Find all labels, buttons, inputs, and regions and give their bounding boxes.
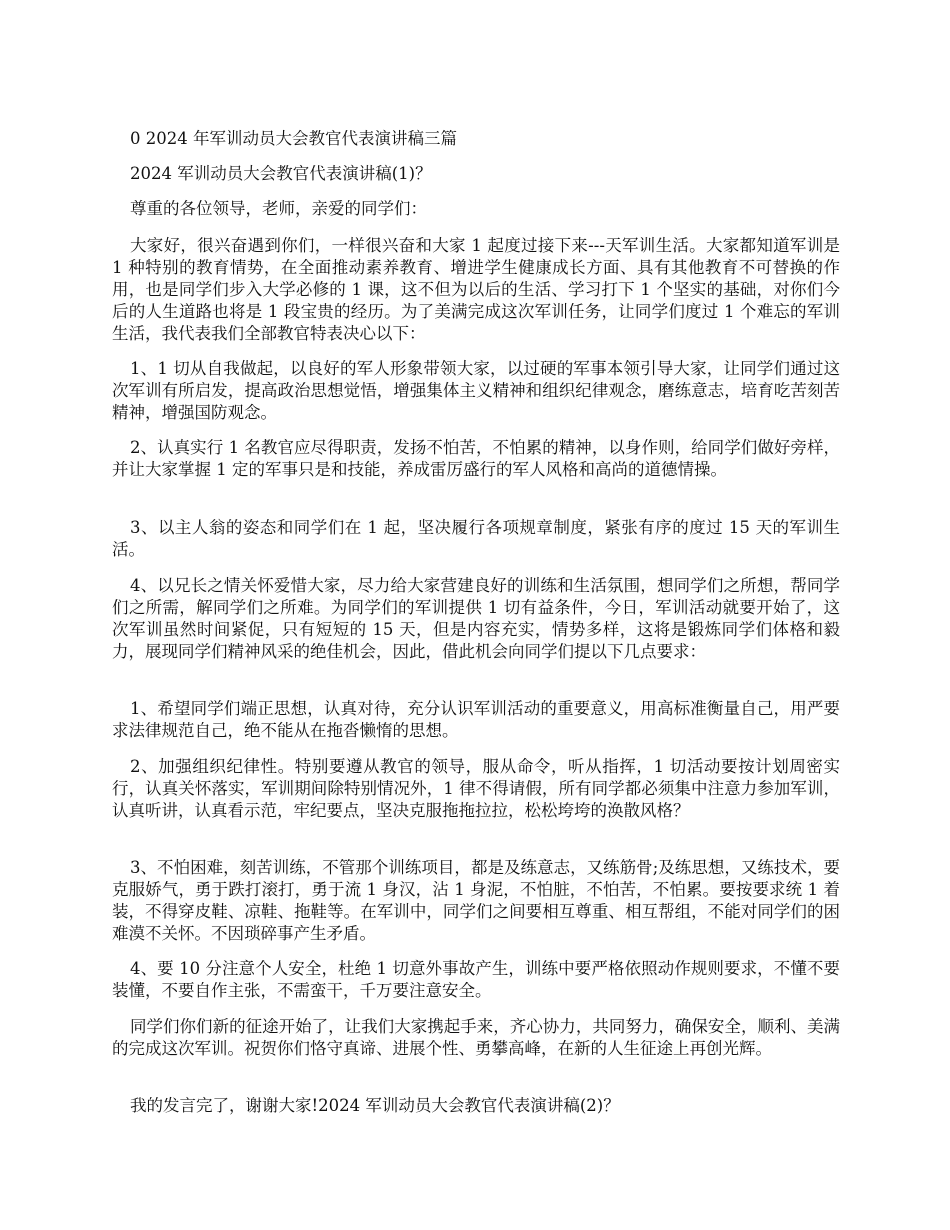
document-subtitle: 2024 军训动员大会教官代表演讲稿(1)？ [130, 164, 432, 183]
paragraph-requirement-1: 1、希望同学们端正思想，认真对待，充分认识军训活动的重要意义，用高标准衡量自己，用严要求法律规范自己，绝不能从在拖沓懒惰的思想。 [112, 699, 840, 740]
paragraph-requirement-2: 2、加强组织纪律性。特别要遵从教官的领导，服从命令，听从指挥，1 切活动要按计划周密实行，认真关怀落实，军训期间除特别情况外，1 律不得请假，所有同学都必须集中注意力参加军训，认真听讲，认真看示范，牢纪要点，坚决克服拖拖拉拉，松松垮垮的涣散风格？ [112, 757, 840, 820]
paragraph-final: 我的发言完了，谢谢大家!2024 军训动员大会教官代表演讲稿(2)？ [130, 1096, 620, 1115]
paragraph-closing: 同学们你们新的征途开始了，让我们大家携起手来，齐心协力，共同努力，确保安全，顺利、美满的完成这次军训。祝贺你们恪守真谛、进展个性、勇攀高峰，在新的人生征途上再创光辉。 [112, 1017, 840, 1058]
paragraph-requirement-3: 3、不怕困难，刻苦训练，不管那个训练项目，都是及练意志，又练筋骨;及练思想，又练技术，要克服娇气，勇于跌打滚打，勇于流 1 身汉，沾 1 身泥，不怕脏，不怕苦，不怕累。要按要求统 1 着装，不得穿皮鞋、凉鞋、拖鞋等。在军训中，同学们之间要相互尊重、相互帮组，不能对同学们的困难漠不关怀。不因琐碎事产生矛盾。 [112, 858, 840, 943]
paragraph-pledge-1: 1、1 切从自我做起，以良好的军人形象带领大家，以过硬的军事本领引导大家，让同学们通过这次军训有所启发，提高政治思想觉悟，增强集体主义精神和组织纪律观念，磨练意志，培育吃苦刻苦精神，增强国防观念。 [112, 359, 840, 422]
paragraph-pledge-4: 4、以兄长之情关怀爱惜大家，尽力给大家营建良好的训练和生活氛围，想同学们之所想，帮同学们之所需，解同学们之所难。为同学们的军训提供 1 切有益条件，今日，军训活动就要开始了，这次军训虽然时间紧促，只有短短的 15 天，但是内容充实，情势多样，这将是锻炼同学们体格和毅力，展现同学们精神风采的绝佳机会，因此，借此机会向同学们提以下几点要求： [112, 576, 840, 661]
paragraph-requirement-4: 4、要 10 分注意个人安全，杜绝 1 切意外事故产生，训练中要严格依照动作规则要求，不懂不要装懂，不要自作主张，不需蛮干，千万要注意安全。 [112, 959, 840, 1000]
paragraph-pledge-2: 2、认真实行 1 名教官应尽得职责，发扬不怕苦，不怕累的精神，以身作则，给同学们做好旁样，并让大家掌握 1 定的军事只是和技能，养成雷厉盛行的军人风格和高尚的道德情操。 [112, 438, 840, 479]
paragraph-greeting: 尊重的各位领导，老师，亲爱的同学们： [130, 199, 427, 218]
document-title: 0 2024 年军训动员大会教官代表演讲稿三篇 [130, 129, 457, 148]
paragraph-pledge-3: 3、以主人翁的姿态和同学们在 1 起，坚决履行各项规章制度，紧张有序的度过 15 天的军训生活。 [112, 518, 840, 559]
paragraph-intro: 大家好，很兴奋遇到你们，一样很兴奋和大家 1 起度过接下来---天军训生活。大家都知道军训是 1 种特别的教育情势，在全面推动素养教育、增进学生健康成长方面、具有其他教育不可替换的作用，也是同学们步入大学必修的 1 课，这不但为以后的生活、学习打下 1 个坚实的基础，对你们今后的人生道路也将是 1 段宝贵的经历。为了美满完成这次军训任务，让同学们度过 1 个难忘的军训生活，我代表我们全部教官特表决心以下： [112, 236, 840, 343]
